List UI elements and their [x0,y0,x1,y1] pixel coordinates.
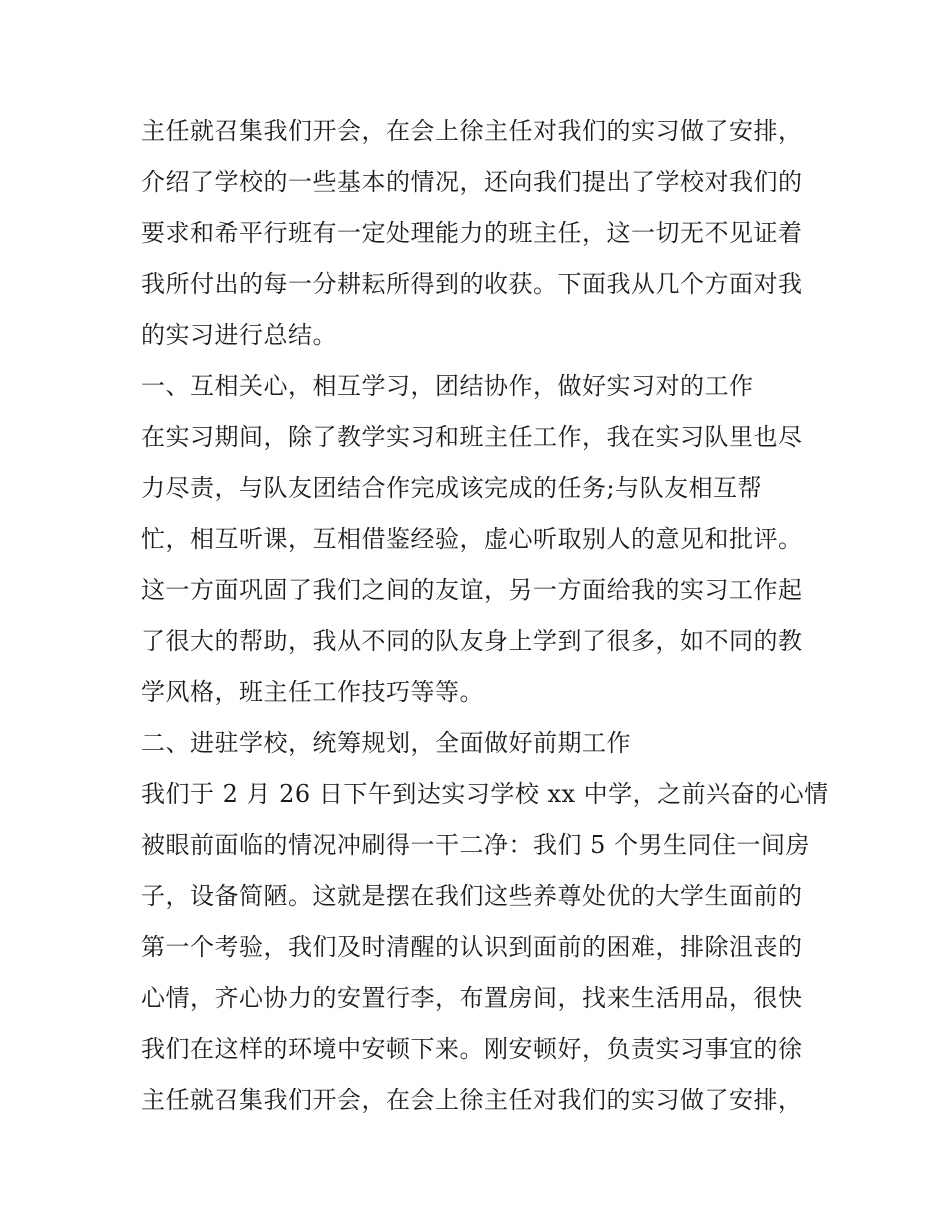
text-line: 学风格，班主任工作技巧等等。 [141,678,484,706]
text-line: 我所付出的每一分耕耘所得到的收获。下面我从几个方面对我 [141,270,803,298]
text-line: 子，设备简陋。这就是摆在我们这些养尊处优的大学生面前的 [141,882,803,910]
text-line: 的实习进行总结。 [141,321,337,349]
text-line: 这一方面巩固了我们之间的友谊，另一方面给我的实习工作起 [141,576,803,604]
document-body [141,106,829,1126]
text-line: 了很大的帮助，我从不同的队友身上学到了很多，如不同的教 [141,627,803,655]
text-line: 力尽责，与队友团结合作完成该完成的任务;与队友相互帮 [141,474,763,502]
text-line: 在实习期间，除了教学实习和班主任工作，我在实习队里也尽 [141,423,803,451]
text-line: 忙，相互听课，互相借鉴经验，虚心听取别人的意见和批评。 [141,525,803,553]
text-line: 第一个考验，我们及时清醒的认识到面前的困难，排除沮丧的 [141,933,803,961]
text-line: 介绍了学校的一些基本的情况，还向我们提出了学校对我们的 [141,168,803,196]
text-line: 我们于 2 月 26 日下午到达实习学校 xx 中学，之前兴奋的心情 [141,780,829,808]
text-line: 被眼前面临的情况冲刷得一干二净：我们 5 个男生同住一间房 [141,831,811,859]
section-heading: 二、进驻学校，统筹规划，全面做好前期工作 [141,729,631,757]
text-line: 主任就召集我们开会，在会上徐主任对我们的实习做了安排， [141,1086,803,1114]
text-line: 要求和希平行班有一定处理能力的班主任，这一切无不见证着 [141,219,803,247]
text-line: 主任就召集我们开会，在会上徐主任对我们的实习做了安排， [141,117,803,145]
section-heading: 一、互相关心，相互学习，团结协作，做好实习对的工作 [141,372,754,400]
text-line: 心情，齐心协力的安置行李，布置房间，找来生活用品，很快 [141,984,803,1012]
text-line: 我们在这样的环境中安顿下来。刚安顿好，负责实习事宜的徐 [141,1035,803,1063]
